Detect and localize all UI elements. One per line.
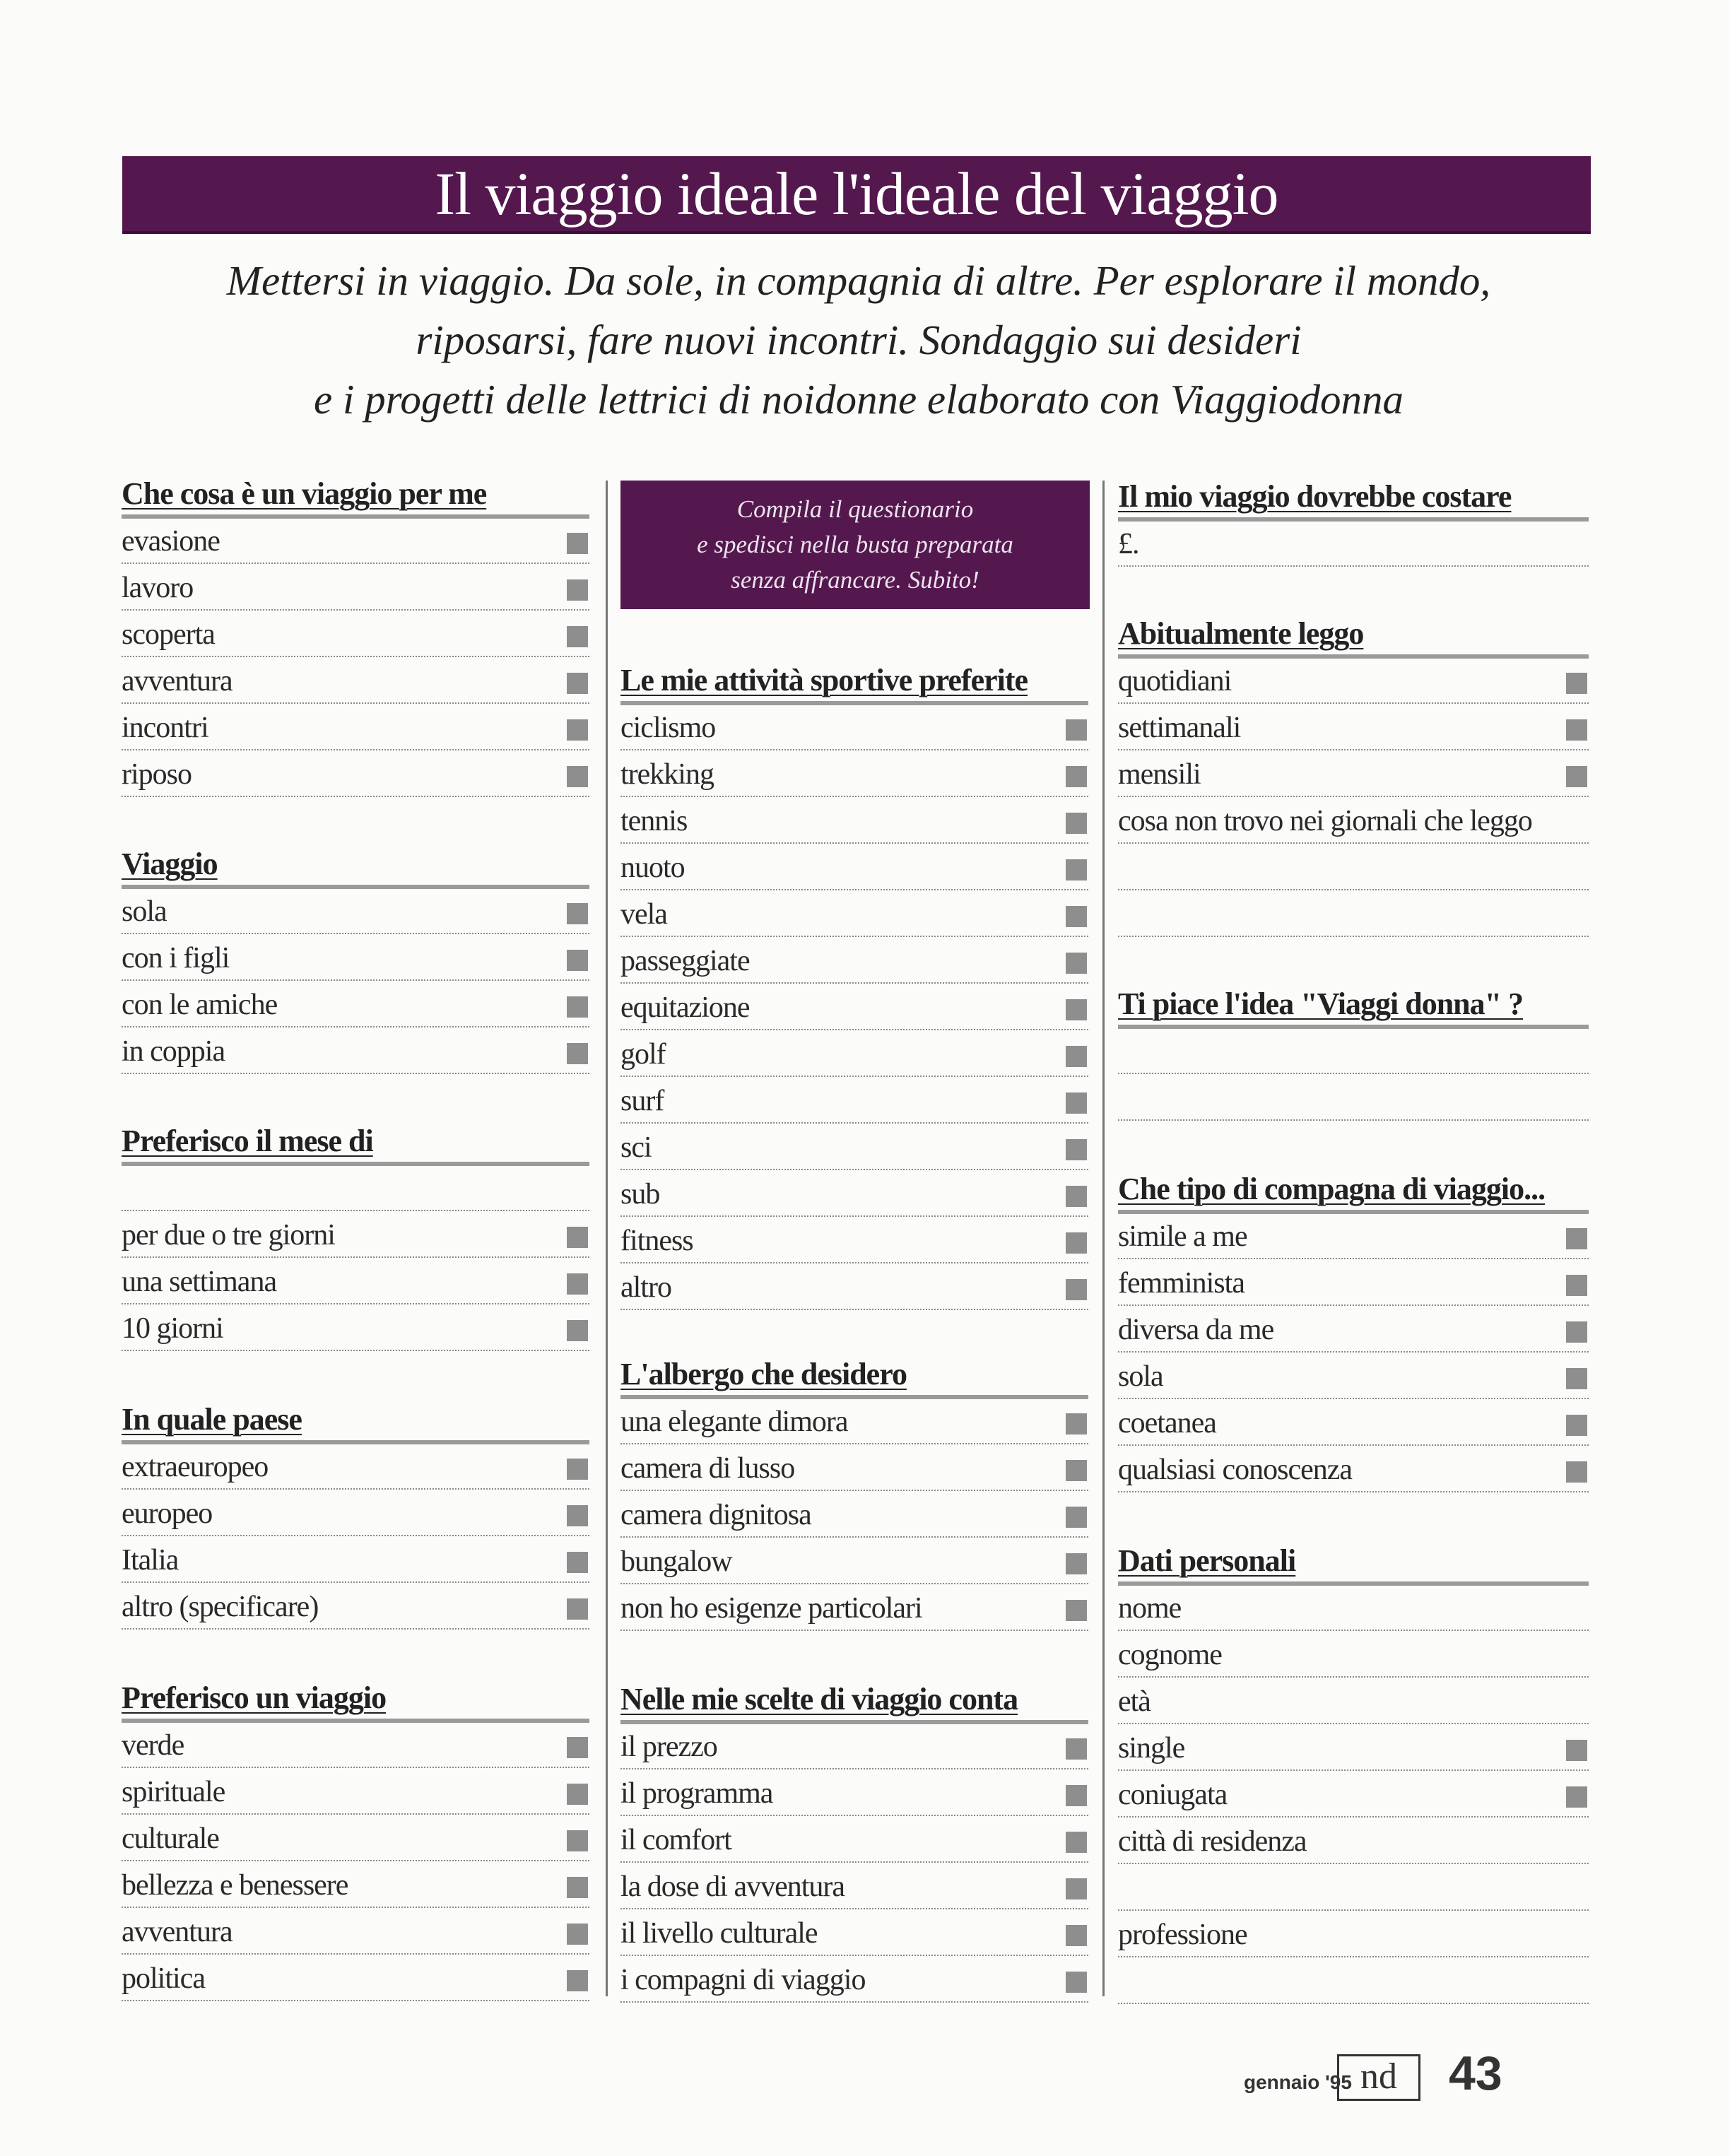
- option-coetanea[interactable]: [1118, 1399, 1589, 1446]
- checkbox[interactable]: [567, 1505, 588, 1526]
- option-coniugata[interactable]: [1118, 1771, 1589, 1818]
- checkbox[interactable]: [1566, 1415, 1587, 1436]
- option-incontri[interactable]: [122, 704, 589, 750]
- option-in-coppia[interactable]: [122, 1027, 589, 1074]
- option-label: i compagni di viaggio: [620, 1964, 866, 1996]
- option-comfort[interactable]: [620, 1816, 1088, 1863]
- option-programma[interactable]: [620, 1769, 1088, 1816]
- option-label: nuoto: [620, 852, 685, 884]
- checkbox[interactable]: [567, 1877, 588, 1898]
- option-label: con le amiche: [122, 989, 278, 1021]
- option-sola-2[interactable]: [1118, 1353, 1589, 1399]
- option-nessuna-esigenza[interactable]: [620, 1584, 1088, 1631]
- option-camera-dignitosa[interactable]: [620, 1491, 1088, 1538]
- checkbox[interactable]: [1066, 1139, 1087, 1160]
- checkbox[interactable]: [567, 1924, 588, 1945]
- option-label: settimanali: [1118, 712, 1241, 744]
- section-heading-paese: In quale paese: [122, 1403, 589, 1436]
- promo-line: e spedisci nella busta preparata: [697, 531, 1013, 558]
- checkbox[interactable]: [567, 1320, 588, 1341]
- option-label: in coppia: [122, 1035, 225, 1068]
- option-label: femminista: [1118, 1267, 1244, 1300]
- checkbox[interactable]: [567, 1598, 588, 1620]
- option-label: mensili: [1118, 758, 1201, 791]
- intro-text: [184, 251, 1534, 429]
- checkbox[interactable]: [1066, 953, 1087, 974]
- option-altro[interactable]: [620, 1263, 1088, 1310]
- option-bellezza-benessere[interactable]: [122, 1861, 589, 1908]
- option-extraeuropeo[interactable]: [122, 1443, 589, 1490]
- option-cosa-non-trovo[interactable]: [1118, 797, 1589, 844]
- option-quotidiani[interactable]: [1118, 657, 1589, 704]
- column-divider: [1102, 481, 1105, 1996]
- option-label: camera dignitosa: [620, 1499, 811, 1531]
- checkbox[interactable]: [1066, 1460, 1087, 1481]
- option-passeggiate[interactable]: [620, 937, 1088, 984]
- promo-box: [620, 481, 1090, 609]
- checkbox[interactable]: [1066, 1972, 1087, 1993]
- option-label: una elegante dimora: [620, 1406, 848, 1438]
- section-heading-costo: Il mio viaggio dovrebbe costare: [1118, 481, 1589, 513]
- option-ciclismo[interactable]: [620, 704, 1088, 750]
- option-label: camera di lusso: [620, 1452, 795, 1485]
- section-heading-scelte: Nelle mie scelte di viaggio conta: [620, 1683, 1088, 1716]
- option-label: cognome: [1118, 1639, 1222, 1671]
- checkbox[interactable]: [1566, 1740, 1587, 1761]
- option-italia[interactable]: [122, 1536, 589, 1583]
- option-label: il livello culturale: [620, 1917, 818, 1950]
- checkbox[interactable]: [567, 996, 588, 1018]
- option-label: incontri: [122, 712, 208, 744]
- option-label: per due o tre giorni: [122, 1219, 335, 1251]
- option-label: tennis: [620, 805, 688, 837]
- option-label: coetanea: [1118, 1407, 1216, 1439]
- option-label: diversa da me: [1118, 1314, 1274, 1346]
- option-avventura-2[interactable]: [122, 1908, 589, 1955]
- checkbox[interactable]: [567, 719, 588, 741]
- option-label: Italia: [122, 1544, 179, 1577]
- section-heading-viaggi-donna: Ti piace l'idea "Viaggi donna" ?: [1118, 988, 1589, 1020]
- option-sola[interactable]: [122, 888, 589, 934]
- option-evasione[interactable]: [122, 517, 589, 564]
- option-politica[interactable]: [122, 1955, 589, 2001]
- option-label: qualsiasi conoscenza: [1118, 1454, 1353, 1486]
- option-altro-specificare[interactable]: [122, 1583, 589, 1630]
- checkbox[interactable]: [1066, 1832, 1087, 1853]
- option-con-i-figli[interactable]: [122, 934, 589, 981]
- checkbox[interactable]: [1566, 1228, 1587, 1249]
- intro-line: riposarsi, fare nuovi incontri. Sondaggio sui desideri: [416, 317, 1302, 363]
- checkbox[interactable]: [567, 1970, 588, 1991]
- promo-line: senza affrancare. Subito!: [731, 566, 979, 594]
- checkbox[interactable]: [1066, 1878, 1087, 1899]
- option-bungalow[interactable]: [620, 1538, 1088, 1584]
- checkbox[interactable]: [1066, 1738, 1087, 1760]
- option-label: verde: [122, 1729, 184, 1762]
- option-femminista[interactable]: [1118, 1259, 1589, 1306]
- option-label: simile a me: [1118, 1220, 1247, 1253]
- option-label: avventura: [122, 665, 233, 697]
- checkbox[interactable]: [567, 533, 588, 554]
- option-10-giorni[interactable]: [122, 1304, 589, 1351]
- answer-line[interactable]: [1118, 1074, 1589, 1121]
- checkbox[interactable]: [1066, 1046, 1087, 1067]
- answer-line[interactable]: [1118, 1957, 1589, 2004]
- checkbox[interactable]: [1066, 1925, 1087, 1946]
- section-heading-albergo: L'albergo che desidero: [620, 1358, 1088, 1391]
- field-cognome[interactable]: [1118, 1631, 1589, 1678]
- issue-date: gennaio '95: [1244, 2071, 1352, 2093]
- option-label: professione: [1118, 1919, 1247, 1951]
- option-label: scoperta: [122, 618, 215, 651]
- checkbox[interactable]: [1566, 766, 1587, 787]
- answer-line[interactable]: [1118, 890, 1589, 937]
- checkbox[interactable]: [1066, 1785, 1087, 1806]
- checkbox[interactable]: [567, 673, 588, 694]
- checkbox[interactable]: [567, 950, 588, 971]
- option-label: altro: [620, 1271, 671, 1304]
- option-vela[interactable]: [620, 890, 1088, 937]
- option-label: europeo: [122, 1497, 213, 1530]
- option-simile-a-me[interactable]: [1118, 1213, 1589, 1259]
- option-label: golf: [620, 1038, 666, 1071]
- checkbox[interactable]: [567, 579, 588, 601]
- option-single[interactable]: [1118, 1724, 1589, 1771]
- option-due-tre-giorni[interactable]: [122, 1211, 589, 1258]
- option-label: culturale: [122, 1822, 219, 1855]
- option-culturale[interactable]: [122, 1815, 589, 1861]
- intro-line: e i progetti delle lettrici di noidonne elaborato con Viaggiodonna: [314, 376, 1404, 423]
- checkbox[interactable]: [1066, 1092, 1087, 1114]
- option-label: bungalow: [620, 1545, 732, 1578]
- option-label: una settimana: [122, 1266, 277, 1298]
- checkbox[interactable]: [1066, 766, 1087, 787]
- checkbox[interactable]: [567, 1830, 588, 1851]
- answer-line[interactable]: [1118, 1864, 1589, 1911]
- checkbox[interactable]: [1566, 1321, 1587, 1343]
- checkbox[interactable]: [567, 1784, 588, 1805]
- field-nome[interactable]: [1118, 1584, 1589, 1631]
- checkbox[interactable]: [1566, 1461, 1587, 1483]
- option-label: single: [1118, 1732, 1185, 1765]
- option-scoperta[interactable]: [122, 611, 589, 657]
- option-fitness[interactable]: [620, 1217, 1088, 1263]
- page-footer: [1244, 2046, 1569, 2109]
- answer-line[interactable]: [1118, 844, 1589, 890]
- option-label: 10 giorni: [122, 1312, 223, 1345]
- section-heading-viaggio-per-me: Che cosa è un viaggio per me: [122, 478, 589, 510]
- field-eta[interactable]: [1118, 1678, 1589, 1724]
- option-surf[interactable]: [620, 1077, 1088, 1124]
- option-lavoro[interactable]: [122, 564, 589, 611]
- option-label: evasione: [122, 525, 220, 558]
- checkbox[interactable]: [1066, 999, 1087, 1020]
- checkbox[interactable]: [1566, 719, 1587, 741]
- checkbox[interactable]: [1566, 1786, 1587, 1808]
- section-heading-viaggio: Viaggio: [122, 848, 589, 880]
- option-label: trekking: [620, 758, 714, 791]
- option-sub[interactable]: [620, 1170, 1088, 1217]
- option-label: equitazione: [620, 991, 750, 1024]
- magazine-logo: nd: [1337, 2054, 1420, 2101]
- option-label: fitness: [620, 1225, 693, 1257]
- option-label: città di residenza: [1118, 1825, 1307, 1858]
- checkbox[interactable]: [1066, 1232, 1087, 1254]
- option-label: con i figli: [122, 942, 230, 974]
- checkbox[interactable]: [1066, 906, 1087, 927]
- option-label: passeggiate: [620, 945, 750, 977]
- section-heading-dati: Dati personali: [1118, 1545, 1589, 1577]
- option-diversa-da-me[interactable]: [1118, 1306, 1589, 1353]
- option-label: riposo: [122, 758, 192, 791]
- option-una-settimana[interactable]: [122, 1258, 589, 1304]
- checkbox[interactable]: [567, 903, 588, 924]
- option-label: il prezzo: [620, 1731, 717, 1763]
- checkbox[interactable]: [567, 1043, 588, 1064]
- option-tennis[interactable]: [620, 797, 1088, 844]
- option-sci[interactable]: [620, 1124, 1088, 1170]
- checkbox[interactable]: [1066, 1413, 1087, 1435]
- column-divider: [606, 481, 608, 1996]
- option-label: £.: [1118, 528, 1139, 560]
- section-heading-leggo: Abitualmente leggo: [1118, 618, 1589, 650]
- section-heading-mese: Preferisco il mese di: [122, 1125, 589, 1157]
- option-label: bellezza e benessere: [122, 1869, 348, 1902]
- checkbox[interactable]: [1066, 1186, 1087, 1207]
- option-dose-avventura[interactable]: [620, 1863, 1088, 1909]
- checkbox[interactable]: [1066, 813, 1087, 834]
- checkbox[interactable]: [1066, 719, 1087, 741]
- checkbox[interactable]: [1066, 1507, 1087, 1528]
- option-mensili[interactable]: [1118, 750, 1589, 797]
- option-europeo[interactable]: [122, 1490, 589, 1536]
- option-settimanali[interactable]: [1118, 704, 1589, 750]
- option-equitazione[interactable]: [620, 984, 1088, 1030]
- option-label: ciclismo: [620, 712, 716, 744]
- option-label: lavoro: [122, 572, 194, 604]
- option-label: nome: [1118, 1592, 1182, 1625]
- option-label: la dose di avventura: [620, 1871, 845, 1903]
- page-number: 43: [1449, 2046, 1502, 2100]
- checkbox[interactable]: [567, 626, 588, 647]
- checkbox[interactable]: [567, 1459, 588, 1480]
- option-label: sci: [620, 1131, 652, 1164]
- field-professione[interactable]: [1118, 1911, 1589, 1957]
- checkbox[interactable]: [567, 1737, 588, 1758]
- checkbox[interactable]: [567, 1552, 588, 1573]
- option-label: vela: [620, 898, 667, 931]
- checkbox[interactable]: [1066, 1553, 1087, 1574]
- checkbox[interactable]: [1566, 673, 1587, 694]
- option-livello-culturale[interactable]: [620, 1909, 1088, 1956]
- option-label: il programma: [620, 1777, 773, 1810]
- option-label: sola: [122, 895, 167, 928]
- option-qualsiasi-conoscenza[interactable]: [1118, 1446, 1589, 1492]
- checkbox[interactable]: [567, 766, 588, 787]
- option-label: quotidiani: [1118, 665, 1232, 697]
- option-riposo[interactable]: [122, 750, 589, 797]
- option-nuoto[interactable]: [620, 844, 1088, 890]
- option-elegante-dimora[interactable]: [620, 1398, 1088, 1444]
- option-camera-lusso[interactable]: [620, 1444, 1088, 1491]
- option-label: coniugata: [1118, 1779, 1228, 1811]
- page-title: Il viaggio ideale l'ideale del viaggio: [122, 156, 1591, 234]
- option-label: cosa non trovo nei giornali che leggo: [1118, 805, 1532, 837]
- option-label: sub: [620, 1178, 660, 1210]
- option-avventura[interactable]: [122, 657, 589, 704]
- option-compagni-viaggio[interactable]: [620, 1956, 1088, 2003]
- option-label: altro (specificare): [122, 1591, 319, 1623]
- option-label: extraeuropeo: [122, 1451, 269, 1483]
- section-heading-sport: Le mie attività sportive preferite: [620, 664, 1088, 697]
- promo-line: Compila il questionario: [736, 495, 974, 523]
- option-label: surf: [620, 1085, 664, 1117]
- section-heading-compagna: Che tipo di compagna di viaggio...: [1118, 1173, 1589, 1206]
- intro-line: Mettersi in viaggio. Da sole, in compagnia di altre. Per esplorare il mondo,: [226, 257, 1491, 304]
- checkbox[interactable]: [567, 1273, 588, 1295]
- answer-line[interactable]: [1118, 1027, 1589, 1074]
- option-label: spirituale: [122, 1776, 225, 1808]
- cost-input[interactable]: [1118, 520, 1589, 567]
- checkbox[interactable]: [1566, 1368, 1587, 1389]
- option-label: sola: [1118, 1360, 1163, 1393]
- option-spirituale[interactable]: [122, 1768, 589, 1815]
- option-prezzo[interactable]: [620, 1723, 1088, 1769]
- checkbox[interactable]: [1066, 859, 1087, 880]
- option-label: il comfort: [620, 1824, 731, 1856]
- checkbox[interactable]: [1066, 1600, 1087, 1621]
- section-heading-preferisco-viaggio: Preferisco un viaggio: [122, 1682, 589, 1714]
- option-label: età: [1118, 1685, 1151, 1718]
- checkbox[interactable]: [1566, 1275, 1587, 1296]
- option-con-le-amiche[interactable]: [122, 981, 589, 1027]
- option-label: politica: [122, 1962, 205, 1995]
- month-input-line[interactable]: [122, 1165, 589, 1211]
- option-golf[interactable]: [620, 1030, 1088, 1077]
- option-verde[interactable]: [122, 1721, 589, 1768]
- checkbox[interactable]: [1066, 1279, 1087, 1300]
- option-label: non ho esigenze particolari: [620, 1592, 922, 1625]
- option-label: avventura: [122, 1916, 233, 1948]
- field-citta-residenza[interactable]: [1118, 1818, 1589, 1864]
- checkbox[interactable]: [567, 1227, 588, 1248]
- option-trekking[interactable]: [620, 750, 1088, 797]
